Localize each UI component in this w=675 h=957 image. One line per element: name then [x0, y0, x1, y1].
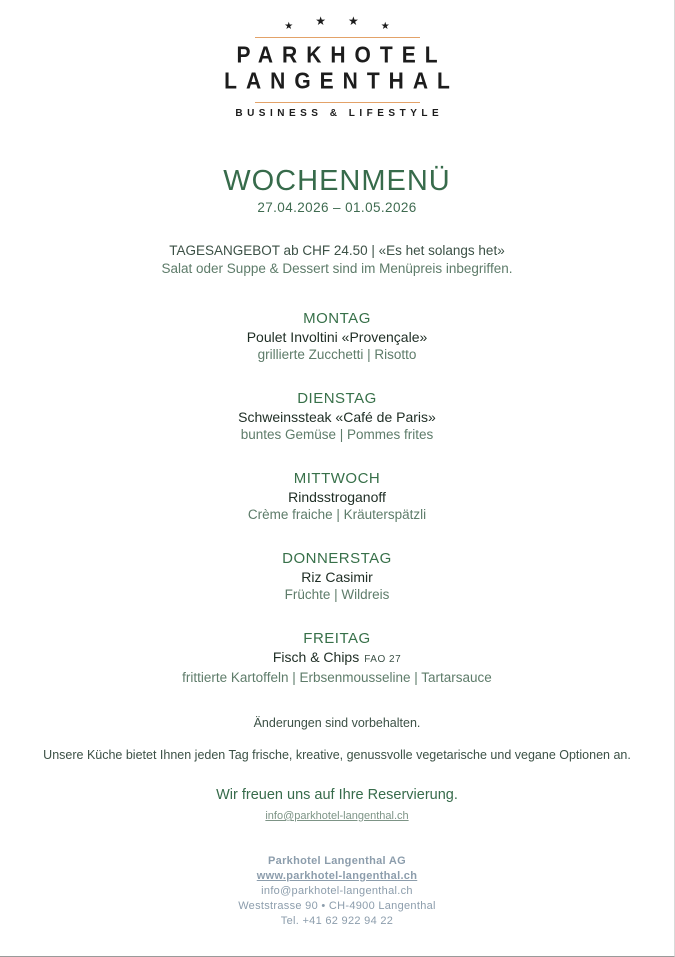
day-section-mittwoch — [0, 469, 674, 524]
day-sides: buntes Gemüse | Pommes frites — [240, 427, 434, 442]
vegetarian-note: Unsere Küche bietet Ihnen jeden Tag frische, kreative, genussvolle vegetarische und vegane Optionen an. — [43, 748, 631, 762]
day-dish — [0, 648, 674, 669]
date-range: 27.04.2026 – 01.05.2026 — [257, 200, 417, 215]
day-section-donnerstag — [0, 549, 674, 604]
day-section-freitag — [0, 629, 674, 687]
day-name: MONTAG — [303, 310, 371, 327]
star-icon: ★ — [380, 21, 390, 32]
logo-name-line2: LANGENTHAL — [224, 69, 459, 94]
logo-tagline: BUSINESS & LIFESTYLE — [235, 108, 444, 119]
star-icon: ★ — [284, 21, 294, 32]
day-dish — [0, 408, 674, 426]
hotel-logo — [224, 13, 459, 120]
day-section-montag — [0, 309, 674, 364]
day-name: DIENSTAG — [297, 390, 377, 407]
logo-divider-bottom — [255, 102, 420, 103]
footer-phone: Tel. +41 62 922 94 22 — [280, 915, 394, 927]
day-name: FREITAG — [303, 630, 371, 647]
day-section-dienstag — [0, 389, 674, 444]
dish-name: Schweinssteak «Café de Paris» — [238, 409, 436, 425]
reservation-block — [0, 786, 674, 826]
day-sides: Früchte | Wildreis — [284, 587, 390, 602]
weekday-menu — [0, 309, 674, 687]
daily-offer — [0, 242, 674, 278]
footer-contact — [0, 854, 674, 929]
day-sides: Crème fraiche | Kräuterspätzli — [247, 507, 427, 522]
page-title: WOCHENMENÜ — [223, 165, 451, 197]
logo-name-line1: PARKHOTEL — [236, 43, 447, 68]
day-name: MITTWOCH — [293, 470, 381, 487]
day-sides: frittierte Kartoffeln | Erbsenmousseline | Tartarsauce — [182, 670, 492, 685]
star-rating — [224, 13, 450, 33]
website-link[interactable]: www.parkhotel-langenthal.ch — [256, 870, 418, 882]
day-dish — [0, 328, 674, 346]
dish-certification-note: FAO 27 — [364, 654, 402, 665]
footer-email[interactable]: info@parkhotel-langenthal.ch — [261, 885, 413, 897]
dish-name: Rindsstroganoff — [288, 489, 386, 505]
offer-price-line: TAGESANGEBOT ab CHF 24.50 | «Es het solangs het» — [169, 243, 505, 258]
logo-divider-top — [255, 37, 420, 38]
day-name: DONNERSTAG — [282, 550, 392, 567]
offer-included-line: Salat oder Suppe & Dessert sind im Menüpreis inbegriffen. — [161, 261, 513, 276]
reservation-text: Wir freuen uns auf Ihre Reservierung. — [216, 787, 458, 803]
dish-name: Poulet Involtini «Provençale» — [246, 329, 428, 345]
star-icon: ★ — [315, 14, 326, 28]
dish-name: Riz Casimir — [301, 569, 373, 585]
reservation-email-link[interactable]: info@parkhotel-langenthal.ch — [265, 810, 409, 822]
day-sides: grillierte Zucchetti | Risotto — [257, 347, 417, 362]
company-name: Parkhotel Langenthal AG — [268, 855, 406, 867]
footer-address: Weststrasse 90 • CH-4900 Langenthal — [238, 900, 436, 912]
changes-note: Änderungen sind vorbehalten. — [253, 716, 421, 730]
day-dish — [0, 568, 674, 586]
star-icon: ★ — [348, 14, 359, 28]
day-dish — [0, 488, 674, 506]
dish-name: Fisch & Chips — [272, 649, 360, 665]
